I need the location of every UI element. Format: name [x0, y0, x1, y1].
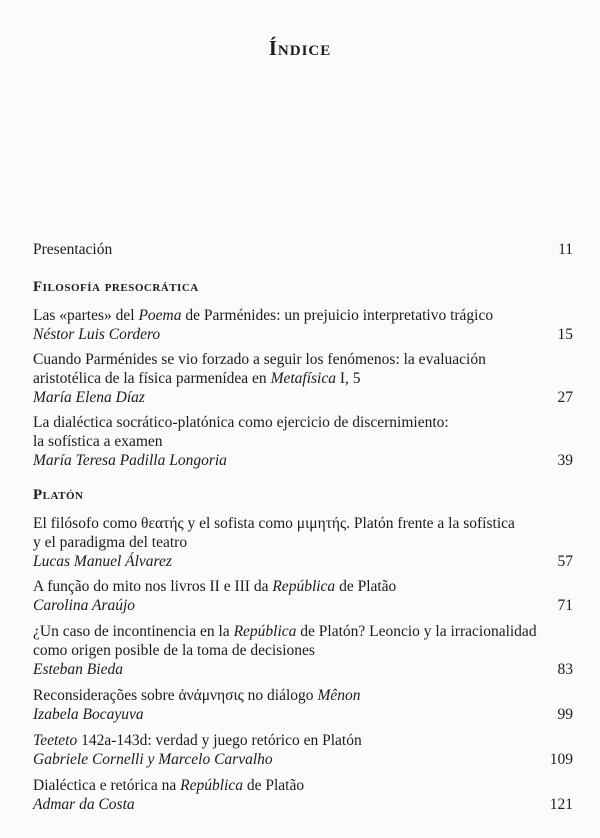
entry-title-line: A função do mito nos livros II e III da República de Platão [33, 578, 397, 595]
page-number: 27 [557, 389, 573, 406]
entry-author: Gabriele Cornelli y Marcelo Carvalho [33, 751, 273, 768]
toc-entry[interactable] [33, 306, 573, 344]
toc-entry[interactable] [33, 686, 573, 724]
section-heading-presocratic: Filosofía presocrática [33, 279, 199, 295]
page-number: 71 [557, 597, 573, 614]
entry-title-line: aristotélica de la física parmenídea en Metafísica I, 5 [33, 370, 361, 387]
toc-entry[interactable] [33, 350, 573, 407]
toc-entry[interactable] [33, 514, 573, 571]
entry-title-line: Las «partes» del Poema de Parménides: un prejuicio interpretativo trágico [33, 307, 494, 324]
page-number: 121 [549, 796, 573, 813]
toc-entry[interactable] [33, 577, 573, 615]
entry-author: María Elena Díaz [33, 389, 145, 406]
entry-title-line: Dialéctica e retórica na República de Platão [33, 777, 305, 794]
entry-title: Presentación [33, 241, 113, 258]
page-number: 83 [557, 661, 573, 678]
toc-entry-presentation[interactable] [33, 240, 573, 259]
page-number: 99 [557, 706, 573, 723]
entry-title-line: la sofística a examen [33, 433, 163, 450]
page-number: 109 [549, 751, 573, 768]
entry-author: Lucas Manuel Álvarez [33, 553, 172, 570]
page-number: 11 [558, 241, 573, 258]
entry-author: María Teresa Padilla Longoria [33, 452, 227, 469]
entry-title-line: ¿Un caso de incontinencia en la República de Platón? Leoncio y la irracionalidad [33, 623, 537, 640]
section-heading-plato: Platón [33, 487, 84, 503]
toc-entry[interactable] [33, 776, 573, 814]
entry-author: Izabela Bocayuva [33, 706, 144, 723]
entry-author: Carolina Araújo [33, 597, 136, 614]
entry-title-line: La dialéctica socrático-platónica como ejercicio de discernimiento: [33, 414, 449, 431]
toc-entry[interactable] [33, 413, 573, 470]
toc-entry[interactable] [33, 622, 573, 679]
page-number: 39 [557, 452, 573, 469]
entry-title-line: Reconsiderações sobre ἀνάμνησις no diálogo Mênon [33, 687, 361, 704]
entry-author: Admar da Costa [33, 796, 135, 813]
entry-title-line: como origen posible de la toma de decisiones [33, 642, 315, 659]
entry-author: Esteban Bieda [33, 661, 123, 678]
entry-title-line: y el paradigma del teatro [33, 534, 188, 551]
entry-author: Néstor Luis Cordero [33, 326, 161, 343]
entry-title-line: Cuando Parménides se vio forzado a seguir los fenómenos: la evaluación [33, 351, 486, 368]
page-number: 57 [557, 553, 573, 570]
entry-title-line: Teeteto 142a-143d: verdad y juego retórico en Platón [33, 732, 362, 749]
toc-entry[interactable] [33, 731, 573, 769]
entry-title-line: El filósofo como θεατής y el sofista como μιμητής. Platón frente a la sofística [33, 515, 515, 532]
page-title: Índice [268, 36, 332, 60]
page-number: 15 [557, 326, 573, 343]
